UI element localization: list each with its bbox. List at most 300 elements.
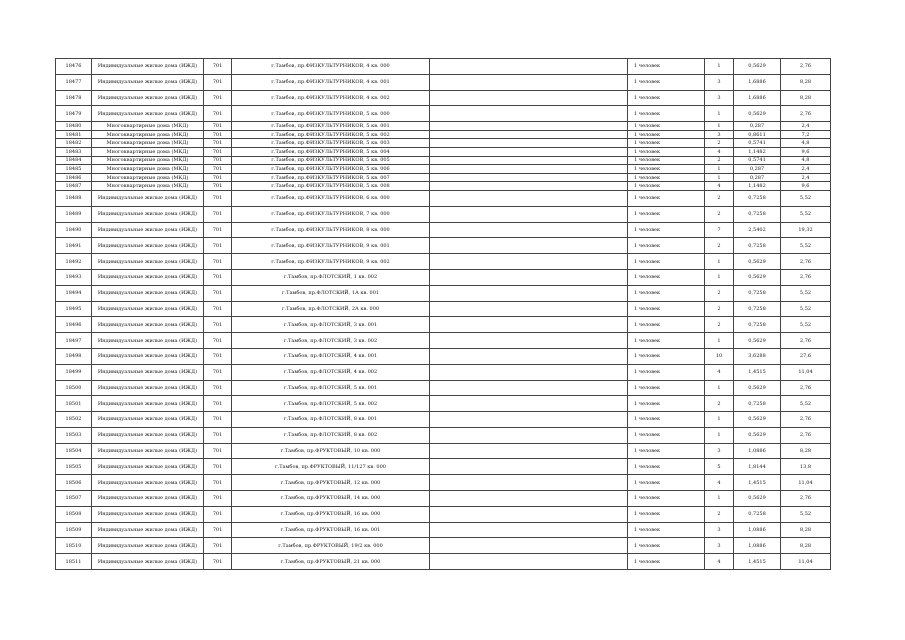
cell-amount: 9,6	[781, 147, 831, 156]
cell-count: 1	[705, 122, 734, 131]
cell-empty	[430, 206, 628, 222]
cell-volume: 0,5741	[734, 156, 781, 165]
cell-address: г.Тамбов, пр.ФРУКТОВЫЙ, 16 кв. 000	[232, 506, 430, 522]
cell-code: 701	[204, 443, 232, 459]
table-row	[56, 238, 831, 254]
cell-address: г.Тамбов, пр.ФИЗКУЛЬТУРНИКОВ, 5 кв. 003	[232, 139, 430, 148]
cell-amount: 2,76	[781, 380, 831, 396]
cell-volume: 1,8144	[734, 459, 781, 475]
cell-code: 701	[204, 317, 232, 333]
cell-empty	[430, 333, 628, 349]
cell-volume: 1,0886	[734, 443, 781, 459]
cell-count: 1	[705, 269, 734, 285]
cell-address: г.Тамбов, пр.ФРУКТОВЫЙ, 12 кв. 000	[232, 475, 430, 491]
cell-code: 701	[204, 412, 232, 428]
cell-count: 10	[705, 348, 734, 364]
cell-code: 701	[204, 522, 232, 538]
cell-id: 18477	[56, 74, 92, 90]
cell-amount: 4,8	[781, 139, 831, 148]
cell-code: 701	[204, 554, 232, 570]
cell-unit: 1 человек	[628, 333, 705, 349]
cell-volume: 0,5629	[734, 106, 781, 122]
cell-volume: 0,5629	[734, 269, 781, 285]
cell-count: 1	[705, 165, 734, 174]
cell-unit: 1 человек	[628, 106, 705, 122]
cell-unit: 1 человек	[628, 147, 705, 156]
cell-building-type: Индивидуальные жилые дома (ИЖД)	[92, 380, 204, 396]
cell-code: 701	[204, 156, 232, 165]
cell-building-type: Индивидуальные жилые дома (ИЖД)	[92, 222, 204, 238]
cell-amount: 8,28	[781, 443, 831, 459]
cell-building-type: Индивидуальные жилые дома (ИЖД)	[92, 74, 204, 90]
cell-code: 701	[204, 147, 232, 156]
cell-building-type: Индивидуальные жилые дома (ИЖД)	[92, 522, 204, 538]
cell-amount: 13,8	[781, 459, 831, 475]
cell-empty	[430, 554, 628, 570]
cell-empty	[430, 522, 628, 538]
cell-id: 18480	[56, 122, 92, 131]
cell-building-type: Многоквартирные дома (МКД)	[92, 139, 204, 148]
table-row	[56, 182, 831, 191]
table-row	[56, 254, 831, 270]
cell-address: г.Тамбов, пр.ФИЗКУЛЬТУРНИКОВ, 7 кв. 000	[232, 206, 430, 222]
cell-empty	[430, 90, 628, 106]
cell-building-type: Многоквартирные дома (МКД)	[92, 122, 204, 131]
cell-unit: 1 человек	[628, 317, 705, 333]
cell-empty	[430, 443, 628, 459]
cell-building-type: Индивидуальные жилые дома (ИЖД)	[92, 348, 204, 364]
cell-empty	[430, 364, 628, 380]
cell-count: 2	[705, 190, 734, 206]
cell-address: г.Тамбов, пр.ФЛОТСКИЙ, 4 кв. 001	[232, 348, 430, 364]
cell-id: 18486	[56, 173, 92, 182]
cell-address: г.Тамбов, пр.ФИЗКУЛЬТУРНИКОВ, 5 кв. 005	[232, 156, 430, 165]
table-row	[56, 443, 831, 459]
cell-address: г.Тамбов, пр.ФЛОТСКИЙ, 8 кв. 001	[232, 412, 430, 428]
cell-id: 18476	[56, 59, 92, 75]
cell-amount: 8,28	[781, 538, 831, 554]
cell-empty	[430, 130, 628, 139]
cell-volume: 1,1482	[734, 182, 781, 191]
cell-unit: 1 человек	[628, 522, 705, 538]
table-row	[56, 122, 831, 131]
cell-address: г.Тамбов, пр.ФЛОТСКИЙ, 8 кв. 002	[232, 427, 430, 443]
cell-empty	[430, 285, 628, 301]
cell-address: г.Тамбов, пр.ФРУКТОВЫЙ, 21 кв. 000	[232, 554, 430, 570]
cell-id: 18487	[56, 182, 92, 191]
cell-code: 701	[204, 364, 232, 380]
cell-id: 18484	[56, 156, 92, 165]
cell-code: 701	[204, 380, 232, 396]
cell-volume: 0,7258	[734, 238, 781, 254]
cell-count: 1	[705, 380, 734, 396]
cell-empty	[430, 506, 628, 522]
cell-amount: 5,52	[781, 190, 831, 206]
cell-unit: 1 человек	[628, 254, 705, 270]
table-row	[56, 348, 831, 364]
cell-building-type: Индивидуальные жилые дома (ИЖД)	[92, 59, 204, 75]
cell-unit: 1 человек	[628, 348, 705, 364]
cell-building-type: Индивидуальные жилые дома (ИЖД)	[92, 285, 204, 301]
cell-address: г.Тамбов, пр.ФИЗКУЛЬТУРНИКОВ, 5 кв. 000	[232, 106, 430, 122]
cell-empty	[430, 182, 628, 191]
cell-address: г.Тамбов, пр.ФЛОТСКИЙ, 1А кв. 001	[232, 285, 430, 301]
table-row	[56, 380, 831, 396]
cell-volume: 0,7258	[734, 506, 781, 522]
cell-amount: 5,52	[781, 206, 831, 222]
table-body	[56, 59, 831, 570]
cell-volume: 1,4515	[734, 364, 781, 380]
cell-amount: 11,04	[781, 475, 831, 491]
cell-unit: 1 человек	[628, 380, 705, 396]
cell-unit: 1 человек	[628, 139, 705, 148]
cell-empty	[430, 412, 628, 428]
cell-code: 701	[204, 285, 232, 301]
cell-id: 18495	[56, 301, 92, 317]
cell-address: г.Тамбов, пр.ФРУКТОВЫЙ, 16 кв. 001	[232, 522, 430, 538]
table-row	[56, 165, 831, 174]
cell-id: 18497	[56, 333, 92, 349]
cell-count: 4	[705, 475, 734, 491]
cell-address: г.Тамбов, пр.ФЛОТСКИЙ, 5 кв. 001	[232, 380, 430, 396]
cell-count: 1	[705, 106, 734, 122]
cell-id: 18506	[56, 475, 92, 491]
cell-code: 701	[204, 130, 232, 139]
table-row	[56, 222, 831, 238]
cell-count: 4	[705, 364, 734, 380]
cell-amount: 11,04	[781, 364, 831, 380]
cell-count: 1	[705, 427, 734, 443]
cell-id: 18504	[56, 443, 92, 459]
cell-amount: 2,76	[781, 412, 831, 428]
cell-address: г.Тамбов, пр.ФИЗКУЛЬТУРНИКОВ, 9 кв. 001	[232, 238, 430, 254]
cell-count: 1	[705, 333, 734, 349]
cell-amount: 8,28	[781, 522, 831, 538]
cell-unit: 1 человек	[628, 206, 705, 222]
cell-code: 701	[204, 90, 232, 106]
cell-volume: 1,4515	[734, 554, 781, 570]
cell-building-type: Индивидуальные жилые дома (ИЖД)	[92, 427, 204, 443]
cell-count: 3	[705, 522, 734, 538]
cell-count: 3	[705, 74, 734, 90]
cell-amount: 5,52	[781, 506, 831, 522]
cell-code: 701	[204, 59, 232, 75]
table-row	[56, 301, 831, 317]
cell-id: 18494	[56, 285, 92, 301]
cell-empty	[430, 254, 628, 270]
table-row	[56, 190, 831, 206]
cell-volume: 0,5629	[734, 427, 781, 443]
cell-volume: 1,1482	[734, 147, 781, 156]
cell-building-type: Многоквартирные дома (МКД)	[92, 182, 204, 191]
cell-count: 4	[705, 182, 734, 191]
cell-building-type: Индивидуальные жилые дома (ИЖД)	[92, 475, 204, 491]
cell-unit: 1 человек	[628, 506, 705, 522]
table-row	[56, 156, 831, 165]
cell-building-type: Многоквартирные дома (МКД)	[92, 130, 204, 139]
cell-address: г.Тамбов, пр.ФЛОТСКИЙ, 5 кв. 002	[232, 396, 430, 412]
cell-id: 18490	[56, 222, 92, 238]
cell-volume: 3,6288	[734, 348, 781, 364]
cell-amount: 4,8	[781, 156, 831, 165]
cell-count: 4	[705, 147, 734, 156]
cell-empty	[430, 538, 628, 554]
cell-id: 18488	[56, 190, 92, 206]
cell-volume: 1,0886	[734, 522, 781, 538]
cell-volume: 1,0886	[734, 538, 781, 554]
cell-volume: 0,5741	[734, 139, 781, 148]
cell-code: 701	[204, 182, 232, 191]
table-row	[56, 90, 831, 106]
cell-count: 3	[705, 443, 734, 459]
table-row	[56, 412, 831, 428]
cell-unit: 1 человек	[628, 301, 705, 317]
cell-volume: 0,7258	[734, 396, 781, 412]
cell-empty	[430, 173, 628, 182]
cell-amount: 27,6	[781, 348, 831, 364]
cell-id: 18491	[56, 238, 92, 254]
table-row	[56, 554, 831, 570]
cell-id: 18507	[56, 491, 92, 507]
cell-address: г.Тамбов, пр.ФИЗКУЛЬТУРНИКОВ, 8 кв. 000	[232, 222, 430, 238]
cell-building-type: Индивидуальные жилые дома (ИЖД)	[92, 238, 204, 254]
cell-empty	[430, 491, 628, 507]
cell-unit: 1 человек	[628, 443, 705, 459]
cell-unit: 1 человек	[628, 538, 705, 554]
cell-count: 2	[705, 301, 734, 317]
table-row	[56, 147, 831, 156]
cell-empty	[430, 106, 628, 122]
table-row	[56, 285, 831, 301]
cell-building-type: Индивидуальные жилые дома (ИЖД)	[92, 206, 204, 222]
cell-code: 701	[204, 333, 232, 349]
cell-code: 701	[204, 222, 232, 238]
cell-id: 18503	[56, 427, 92, 443]
table-row	[56, 333, 831, 349]
cell-unit: 1 человек	[628, 222, 705, 238]
cell-id: 18502	[56, 412, 92, 428]
cell-id: 18498	[56, 348, 92, 364]
cell-volume: 0,7258	[734, 317, 781, 333]
cell-volume: 2,5402	[734, 222, 781, 238]
cell-id: 18479	[56, 106, 92, 122]
cell-empty	[430, 380, 628, 396]
cell-id: 18496	[56, 317, 92, 333]
cell-address: г.Тамбов, пр.ФИЗКУЛЬТУРНИКОВ, 6 кв. 000	[232, 190, 430, 206]
cell-empty	[430, 147, 628, 156]
cell-volume: 0,5629	[734, 491, 781, 507]
cell-empty	[430, 165, 628, 174]
cell-address: г.Тамбов, пр.ФИЗКУЛЬТУРНИКОВ, 5 кв. 004	[232, 147, 430, 156]
cell-code: 701	[204, 506, 232, 522]
cell-address: г.Тамбов, пр.ФИЗКУЛЬТУРНИКОВ, 5 кв. 002	[232, 130, 430, 139]
cell-amount: 11,04	[781, 554, 831, 570]
cell-amount: 2,76	[781, 254, 831, 270]
cell-id: 18505	[56, 459, 92, 475]
cell-amount: 2,76	[781, 333, 831, 349]
cell-amount: 9,6	[781, 182, 831, 191]
cell-amount: 2,76	[781, 106, 831, 122]
table-row	[56, 538, 831, 554]
cell-code: 701	[204, 348, 232, 364]
cell-unit: 1 человек	[628, 491, 705, 507]
table-row	[56, 106, 831, 122]
table-row	[56, 317, 831, 333]
cell-code: 701	[204, 190, 232, 206]
cell-code: 701	[204, 538, 232, 554]
cell-count: 3	[705, 90, 734, 106]
cell-address: г.Тамбов, пр.ФРУКТОВЫЙ, 10 кв. 000	[232, 443, 430, 459]
cell-unit: 1 человек	[628, 475, 705, 491]
cell-building-type: Индивидуальные жилые дома (ИЖД)	[92, 506, 204, 522]
cell-address: г.Тамбов, пр.ФИЗКУЛЬТУРНИКОВ, 4 кв. 002	[232, 90, 430, 106]
cell-amount: 2,76	[781, 269, 831, 285]
cell-count: 2	[705, 285, 734, 301]
cell-count: 1	[705, 59, 734, 75]
cell-count: 2	[705, 156, 734, 165]
cell-amount: 5,52	[781, 238, 831, 254]
cell-code: 701	[204, 254, 232, 270]
data-table	[55, 58, 831, 570]
cell-building-type: Индивидуальные жилые дома (ИЖД)	[92, 396, 204, 412]
cell-address: г.Тамбов, пр.ФИЗКУЛЬТУРНИКОВ, 5 кв. 008	[232, 182, 430, 191]
cell-empty	[430, 122, 628, 131]
cell-unit: 1 человек	[628, 122, 705, 131]
cell-building-type: Индивидуальные жилые дома (ИЖД)	[92, 317, 204, 333]
table-row	[56, 269, 831, 285]
cell-amount: 2,76	[781, 491, 831, 507]
cell-count: 2	[705, 206, 734, 222]
cell-volume: 1,4515	[734, 475, 781, 491]
cell-address: г.Тамбов, пр.ФЛОТСКИЙ, 3 кв. 002	[232, 333, 430, 349]
cell-count: 2	[705, 238, 734, 254]
cell-address: г.Тамбов, пр.ФИЗКУЛЬТУРНИКОВ, 5 кв. 007	[232, 173, 430, 182]
cell-volume: 0,5629	[734, 333, 781, 349]
cell-unit: 1 человек	[628, 269, 705, 285]
cell-code: 701	[204, 269, 232, 285]
cell-address: г.Тамбов, пр.ФИЗКУЛЬТУРНИКОВ, 5 кв. 001	[232, 122, 430, 131]
cell-count: 2	[705, 139, 734, 148]
cell-empty	[430, 238, 628, 254]
cell-empty	[430, 156, 628, 165]
cell-volume: 0,7258	[734, 206, 781, 222]
cell-address: г.Тамбов, пр.ФЛОТСКИЙ, 2А кв. 000	[232, 301, 430, 317]
table-row	[56, 506, 831, 522]
cell-volume: 0,7258	[734, 190, 781, 206]
cell-volume: 0,5629	[734, 254, 781, 270]
cell-empty	[430, 475, 628, 491]
cell-volume: 0,7258	[734, 301, 781, 317]
cell-unit: 1 человек	[628, 364, 705, 380]
cell-empty	[430, 139, 628, 148]
cell-unit: 1 человек	[628, 396, 705, 412]
cell-volume: 0,5629	[734, 59, 781, 75]
cell-count: 2	[705, 506, 734, 522]
table-row	[56, 396, 831, 412]
cell-id: 18500	[56, 380, 92, 396]
table-row	[56, 139, 831, 148]
cell-unit: 1 человек	[628, 156, 705, 165]
cell-empty	[430, 222, 628, 238]
cell-unit: 1 человек	[628, 412, 705, 428]
cell-id: 18481	[56, 130, 92, 139]
cell-code: 701	[204, 491, 232, 507]
cell-address: г.Тамбов, пр.ФИЗКУЛЬТУРНИКОВ, 4 кв. 001	[232, 74, 430, 90]
table-row	[56, 130, 831, 139]
cell-building-type: Индивидуальные жилые дома (ИЖД)	[92, 538, 204, 554]
cell-address: г.Тамбов, пр.ФЛОТСКИЙ, 4 кв. 002	[232, 364, 430, 380]
cell-count: 2	[705, 396, 734, 412]
cell-id: 18511	[56, 554, 92, 570]
cell-volume: 0,7258	[734, 285, 781, 301]
cell-unit: 1 человек	[628, 165, 705, 174]
cell-amount: 2,76	[781, 59, 831, 75]
cell-id: 18489	[56, 206, 92, 222]
cell-code: 701	[204, 206, 232, 222]
table-row	[56, 173, 831, 182]
cell-amount: 2,76	[781, 427, 831, 443]
table-row	[56, 364, 831, 380]
table-row	[56, 491, 831, 507]
cell-unit: 1 человек	[628, 74, 705, 90]
cell-building-type: Индивидуальные жилые дома (ИЖД)	[92, 254, 204, 270]
cell-code: 701	[204, 139, 232, 148]
cell-code: 701	[204, 396, 232, 412]
cell-address: г.Тамбов, пр.ФЛОТСКИЙ, 3 кв. 001	[232, 317, 430, 333]
cell-empty	[430, 396, 628, 412]
cell-address: г.Тамбов, пр.ФРУКТОВЫЙ, 19/2 кв. 000	[232, 538, 430, 554]
cell-id: 18499	[56, 364, 92, 380]
cell-code: 701	[204, 427, 232, 443]
cell-amount: 7,2	[781, 130, 831, 139]
cell-volume: 0,8611	[734, 130, 781, 139]
cell-address: г.Тамбов, пр.ФРУКТОВЫЙ, 14 кв. 000	[232, 491, 430, 507]
cell-unit: 1 человек	[628, 554, 705, 570]
cell-code: 701	[204, 475, 232, 491]
cell-building-type: Многоквартирные дома (МКД)	[92, 173, 204, 182]
cell-id: 18483	[56, 147, 92, 156]
cell-count: 7	[705, 222, 734, 238]
cell-volume: 0,5629	[734, 412, 781, 428]
cell-unit: 1 человек	[628, 427, 705, 443]
cell-unit: 1 человек	[628, 130, 705, 139]
cell-amount: 2,4	[781, 173, 831, 182]
cell-amount: 2,4	[781, 122, 831, 131]
cell-empty	[430, 427, 628, 443]
cell-unit: 1 человек	[628, 90, 705, 106]
cell-code: 701	[204, 74, 232, 90]
cell-building-type: Индивидуальные жилые дома (ИЖД)	[92, 301, 204, 317]
cell-code: 701	[204, 459, 232, 475]
cell-id: 18492	[56, 254, 92, 270]
cell-count: 3	[705, 538, 734, 554]
cell-empty	[430, 301, 628, 317]
table-row	[56, 475, 831, 491]
cell-unit: 1 человек	[628, 182, 705, 191]
cell-count: 1	[705, 491, 734, 507]
cell-address: г.Тамбов, пр.ФИЗКУЛЬТУРНИКОВ, 4 кв. 000	[232, 59, 430, 75]
cell-code: 701	[204, 301, 232, 317]
cell-unit: 1 человек	[628, 459, 705, 475]
cell-building-type: Индивидуальные жилые дома (ИЖД)	[92, 443, 204, 459]
table-row	[56, 59, 831, 75]
cell-amount: 5,52	[781, 317, 831, 333]
table-row	[56, 206, 831, 222]
cell-amount: 2,4	[781, 165, 831, 174]
cell-empty	[430, 59, 628, 75]
cell-empty	[430, 74, 628, 90]
cell-amount: 5,52	[781, 301, 831, 317]
